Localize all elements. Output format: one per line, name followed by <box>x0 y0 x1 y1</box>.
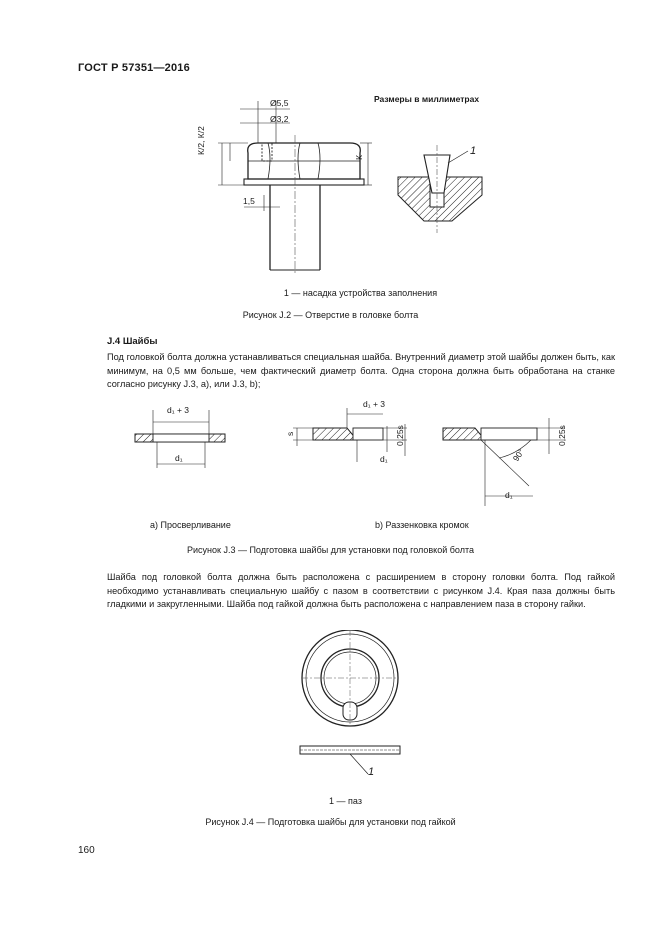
dim-c-d1: d₁ <box>505 490 513 500</box>
figure-j3-caption: Рисунок J.3 — Подготовка шайбы для установки под головкой болта <box>187 545 474 555</box>
figure-j2-legend: 1 — насадка устройства заполнения <box>283 288 438 298</box>
dim-head-hole-inner: Ø3,2 <box>270 114 289 124</box>
figure-j4-caption: Рисунок J.4 — Подготовка шайбы для установки под гайкой <box>205 817 456 827</box>
dim-head-hole-outer: Ø5,5 <box>270 98 289 108</box>
leader-label-1: 1 <box>470 145 477 157</box>
figure-j3-label-b: b) Раззенковка кромок <box>375 520 469 530</box>
dim-b-025s: 0,25s <box>395 425 405 446</box>
figure-j4-legend: 1 — паз <box>329 796 362 806</box>
units-note: Размеры в миллиметрах <box>374 94 480 104</box>
dim-a-top: d₁ + 3 <box>167 405 190 415</box>
dim-k-half: К/2, К/2 <box>196 126 206 155</box>
section-title: J.4 Шайбы <box>107 336 158 347</box>
figure-j2-drawing <box>200 95 500 285</box>
figure-j4-drawing <box>290 630 410 790</box>
figure-j2-caption: Рисунок J.2 — Отверстие в головке болта <box>242 310 419 320</box>
section-paragraph-1: Под головкой болта должна устанавливаться специальная шайба. Внутренний диаметр этой шайбы должен быть, как минимум, на 0,5 мм больше, чем фактический диаметр болта. Одна сторона должна быть обработана на станке согласно рисунку J.3, а), или J.3, b); <box>107 352 615 390</box>
document-header: ГОСТ Р 57351—2016 <box>78 62 190 74</box>
dim-1-5: 1,5 <box>243 196 255 206</box>
dim-b-s: s <box>285 431 295 436</box>
page-number: 160 <box>78 845 95 856</box>
dim-c-025s: 0,25s <box>557 425 567 446</box>
dim-a-bottom: d₁ <box>175 453 183 463</box>
dim-b-top: d₁ + 3 <box>363 399 386 409</box>
dim-b-d1: d₁ <box>380 454 388 464</box>
paragraph-2: Шайба под головкой болта должна быть расположена с расширением в сторону головки болта. Под гайкой необходимо устанавливать специальную шайбу с пазом в соответствии с рисунком J.4. Края паза должны быть гладкими и закругленными. Шайба под гайкой должна быть расположена с направлением паза в сторону гайки. <box>107 572 615 610</box>
figure-j3-label-a: a) Просверливание <box>150 520 231 530</box>
dim-c-angle: 90° <box>510 446 527 464</box>
dim-k: К <box>354 155 364 160</box>
leader-label-slot: 1 <box>368 766 375 778</box>
